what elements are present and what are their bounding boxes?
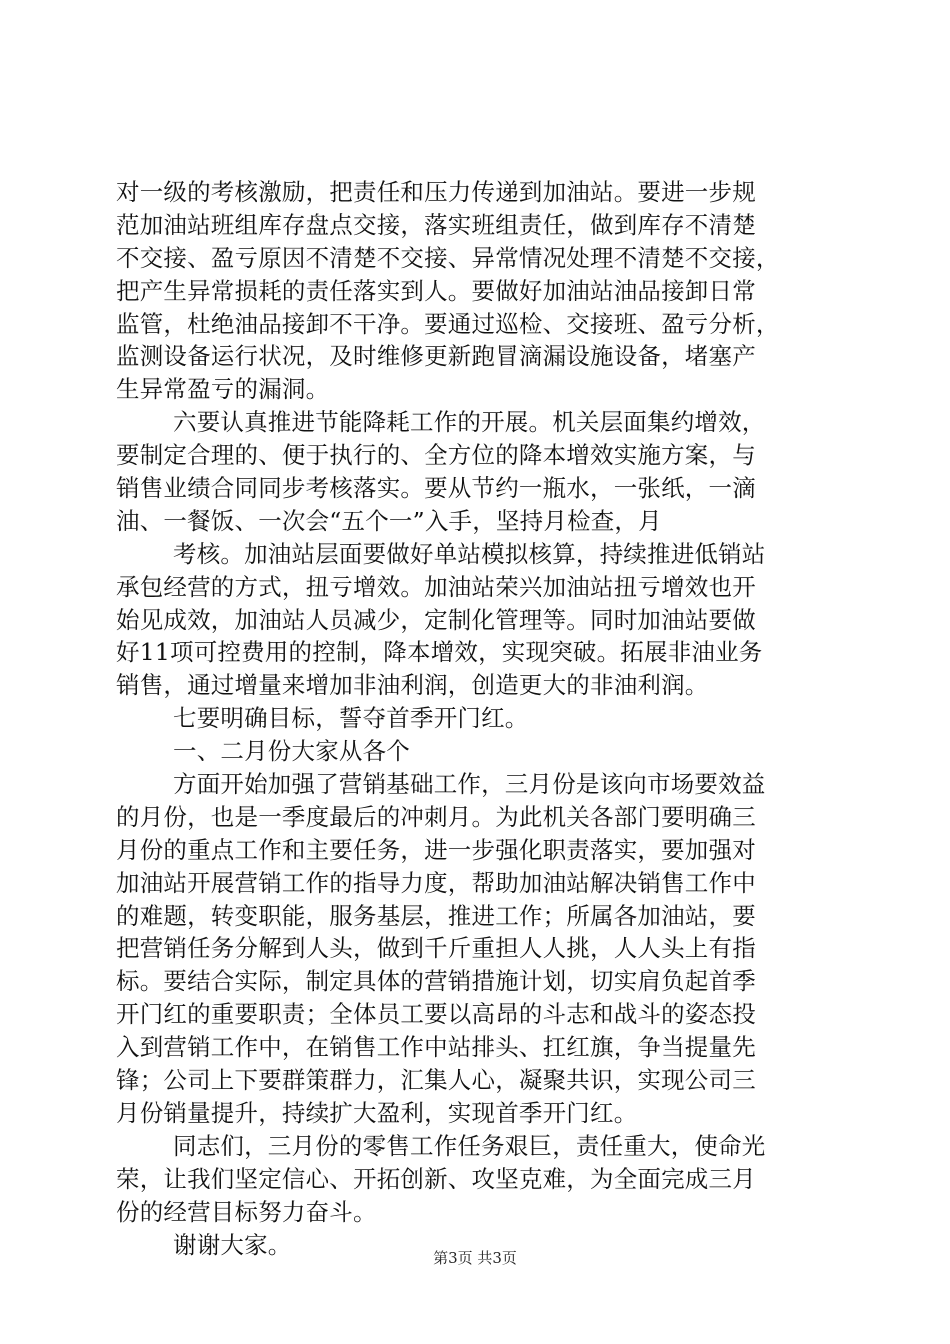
text-line: 标。要结合实际，制定具体的营销措施计划，切实肩负起首季 xyxy=(116,967,756,996)
text-line: 对一级的考核激励，把责任和压力传递到加油站。要进一步规 xyxy=(116,178,756,206)
text-line: 要制定合理的、便于执行的、全方位的降本增效实施方案，与 xyxy=(116,441,756,470)
text-line: 一、二月份大家从各个 xyxy=(173,737,410,766)
text-line: 把产生异常损耗的责任落实到人。要做好加油站油品接卸日常 xyxy=(116,276,756,305)
text-line: 不交接、盈亏原因不清楚不交接、异常情况处理不清楚不交接， xyxy=(116,243,780,272)
text-line: 加油站开展营销工作的指导力度，帮助加油站解决销售工作中 xyxy=(116,868,756,897)
text-line: 开门红的重要职责；全体员工要以高昂的斗志和战斗的姿态投 xyxy=(116,1000,756,1029)
text-line: 销售业绩合同同步考核落实。要从节约一瓶水，一张纸，一滴 xyxy=(116,474,756,503)
text-line: 监管，杜绝油品接卸不干净。要通过巡检、交接班、盈亏分析， xyxy=(116,309,780,338)
text-line: 入到营销工作中，在销售工作中站排头、扛红旗，争当提量先 xyxy=(116,1033,756,1062)
text-line: 方面开始加强了营销基础工作，三月份是该向市场要效益 xyxy=(173,770,766,799)
text-line: 荣，让我们坚定信心、开拓创新、攻坚克难，为全面完成三月 xyxy=(116,1164,756,1193)
text-line: 销售，通过增量来增加非油利润，创造更大的非油利润。 xyxy=(116,671,709,700)
text-line: 同志们，三月份的零售工作任务艰巨，责任重大，使命光 xyxy=(173,1131,766,1160)
text-line: 锋；公司上下要群策群力，汇集人心，凝聚共识，实现公司三 xyxy=(116,1066,756,1095)
text-line: 份的经营目标努力奋斗。 xyxy=(116,1197,377,1226)
text-line: 考核。加油站层面要做好单站模拟核算，持续推进低销站 xyxy=(173,539,766,568)
text-line: 油、一餐饭、一次会“五个一”入手，坚持月检查，月 xyxy=(116,506,662,535)
document-body xyxy=(116,176,836,1261)
text-line: 七要明确目标，誓夺首季开门红。 xyxy=(173,704,529,733)
text-line: 范加油站班组库存盘点交接，落实班组责任，做到库存不清楚 xyxy=(116,210,756,239)
text-line: 好11项可控费用的控制，降本增效，实现突破。拓展非油业务 xyxy=(116,638,763,667)
text-line: 监测设备运行状况，及时维修更新跑冒滴漏设施设备，堵塞产 xyxy=(116,342,756,371)
text-line: 六要认真推进节能降耗工作的开展。机关层面集约增效， xyxy=(173,408,766,437)
text-line: 月份销量提升，持续扩大盈利，实现首季开门红。 xyxy=(116,1098,638,1127)
page-footer: 第3页 共3页 xyxy=(433,1249,517,1267)
text-line: 的难题，转变职能，服务基层，推进工作；所属各加油站，要 xyxy=(116,901,756,930)
text-line: 月份的重点工作和主要任务，进一步强化职责落实，要加强对 xyxy=(116,835,756,864)
text-line: 始见成效，加油站人员减少，定制化管理等。同时加油站要做 xyxy=(116,605,756,634)
text-line: 谢谢大家。 xyxy=(173,1230,292,1259)
text-line: 承包经营的方式，扭亏增效。加油站荣兴加油站扭亏增效也开 xyxy=(116,572,756,601)
text-line: 把营销任务分解到人头，做到千斤重担人人挑，人人头上有指 xyxy=(116,934,756,963)
text-line: 生异常盈亏的漏洞。 xyxy=(116,375,330,404)
text-line: 的月份，也是一季度最后的冲刺月。为此机关各部门要明确三 xyxy=(116,802,756,831)
